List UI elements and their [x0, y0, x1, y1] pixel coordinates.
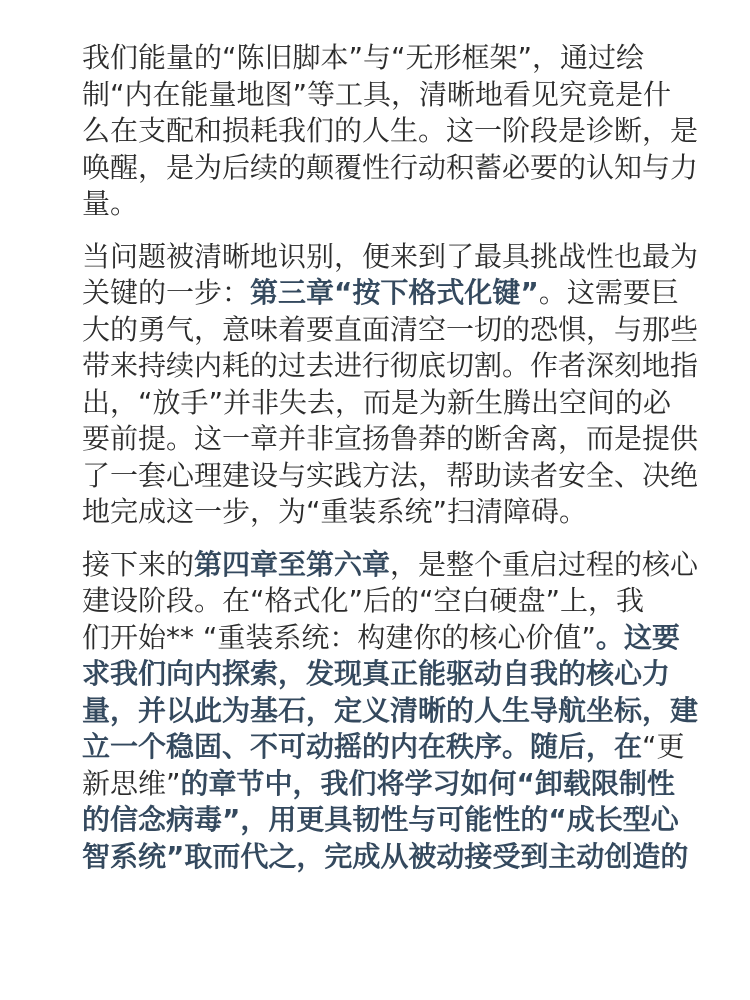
text-run: 了一套心理建设与实践方法，帮助读者安全、决绝: [82, 458, 699, 492]
text-line: [82, 186, 672, 223]
text-line: [82, 421, 699, 458]
text-line: [82, 693, 699, 730]
text-run: 。这需要巨: [538, 276, 679, 309]
text-run: 要前提。这一章并非宣扬鲁莽的断舍离，而是提供: [82, 422, 699, 455]
text-run: 们开始** “重装系统：构建你的核心价值”: [82, 620, 596, 654]
text-line: [82, 348, 699, 385]
bold-text-run: 的信念病毒”，用更具韧性与可能性的“成长型心: [82, 803, 679, 836]
text-line: [82, 77, 672, 114]
text-line: [82, 656, 672, 693]
bold-text-run: 的章节中，我们将学习如何“卸载限制性: [180, 766, 675, 800]
bold-text-run: 第四章至第六章: [194, 547, 391, 581]
text-run: 带来持续内耗的过去进行彻底切割。作者深刻地指: [82, 349, 699, 382]
bold-text-run: 量，并以此为基石，定义清晰的人生导航坐标，建: [82, 693, 699, 727]
text-line: [82, 620, 680, 657]
text-line: [82, 385, 672, 422]
text-run: 我们能量的“陈旧脚本”与“无形框架”，通过绘: [82, 41, 645, 74]
text-line: [82, 729, 685, 766]
bold-text-run: 第三章“按下格式化键”: [250, 276, 539, 309]
text-line: [82, 113, 699, 150]
text-line: [82, 583, 672, 620]
bold-text-run: 。这要: [595, 620, 680, 654]
text-run: ，是整个重启过程的核心: [390, 547, 699, 581]
bold-text-run: 立一个稳固、不可动摇的内在秩序。随后，在: [82, 730, 643, 763]
text-run: 量。: [82, 187, 139, 220]
bold-text-run: 求我们向内探索，发现真正能驱动自我的核心力: [82, 657, 671, 690]
text-line: [82, 239, 699, 276]
text-run: 制“内在能量地图”等工具，清晰地看见究竟是什: [82, 77, 672, 111]
text-line: [82, 275, 679, 312]
text-line: [82, 547, 699, 584]
text-line: [82, 839, 689, 876]
text-run: 新思维”: [82, 766, 181, 800]
text-run: “更: [642, 730, 685, 763]
text-line: [82, 312, 699, 349]
text-run: 关键的一步：: [82, 276, 251, 309]
paragraph: [82, 547, 699, 876]
text-run: 当问题被清晰地识别，便来到了最具挑战性也最为: [82, 239, 699, 273]
text-line: [82, 40, 672, 77]
text-line: [82, 494, 672, 531]
text-line: [82, 458, 699, 495]
text-line: [82, 766, 675, 803]
text-run: 建设阶段。在“格式化”后的“空白硬盘”上，我: [82, 584, 645, 617]
paragraph: [82, 40, 699, 223]
text-run: 接下来的: [82, 547, 195, 581]
text-run: 么在支配和损耗我们的人生。这一阶段是诊断，是: [82, 114, 699, 147]
text-line: [82, 802, 679, 839]
text-run: 大的勇气，意味着要直面清空一切的恐惧，与那些: [82, 312, 699, 346]
text-run: 出，“放手”并非失去，而是为新生腾出空间的必: [82, 385, 672, 419]
text-line: [82, 150, 699, 187]
text-run: 地完成这一步，为“重装系统”扫清障碍。: [82, 495, 588, 528]
paragraph: [82, 239, 699, 531]
bold-text-run: 智系统”取而代之，完成从被动接受到主动创造的: [82, 839, 689, 873]
text-run: 唤醒，是为后续的颠覆性行动积蓄必要的认知与力: [82, 150, 699, 184]
article-body: [82, 40, 699, 875]
